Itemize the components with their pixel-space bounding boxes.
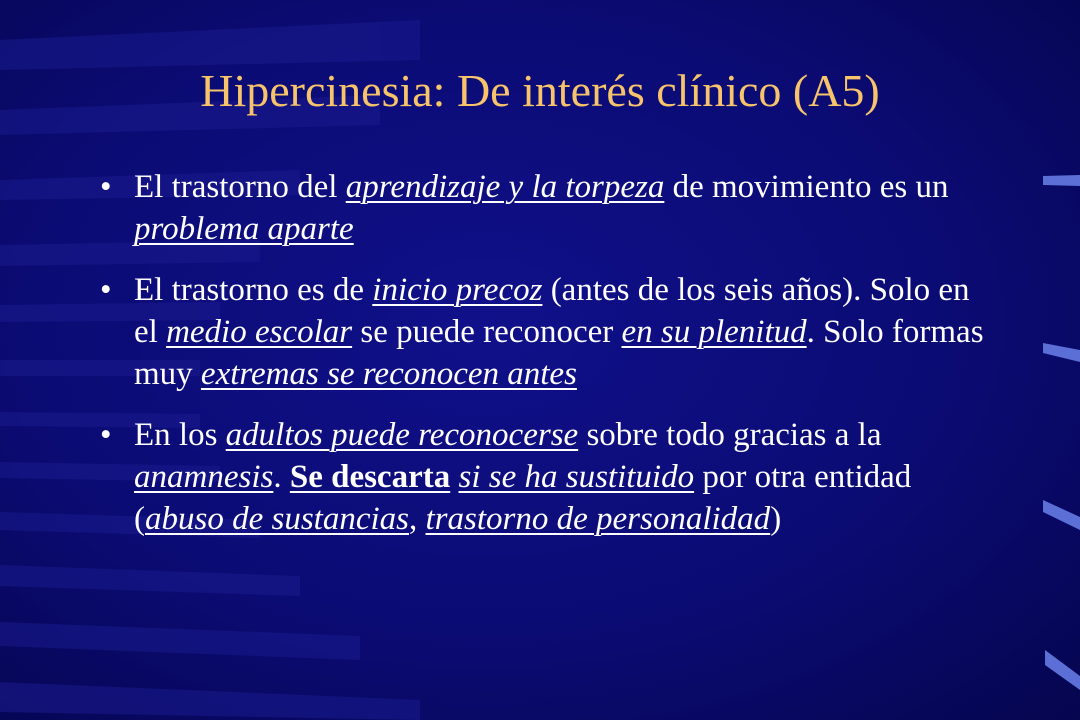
bold-phrase: Se descarta xyxy=(289,459,451,495)
bullet-text: ) xyxy=(770,501,782,537)
underlined-phrase: problema aparte xyxy=(134,211,354,247)
bullet-list xyxy=(94,166,994,559)
bullet-text: sobre todo gracias a la xyxy=(578,417,882,453)
bullet-text: , xyxy=(409,501,426,537)
bullet-item xyxy=(94,166,994,250)
bullet-text: El trastorno es de xyxy=(134,272,373,308)
bullet-text: se puede reconocer xyxy=(352,314,622,350)
underlined-phrase: extremas se reconocen antes xyxy=(200,356,577,392)
underlined-phrase: medio escolar xyxy=(166,314,353,350)
bullet-item xyxy=(94,414,994,540)
underlined-phrase: aprendizaje y la torpeza xyxy=(345,169,665,205)
underlined-phrase: trastorno de personalidad xyxy=(425,501,771,537)
bullet-icon: • xyxy=(100,272,112,308)
underlined-phrase: si se ha sustituido xyxy=(458,459,695,495)
bullet-text: . xyxy=(273,459,290,495)
bullet-text: de movimiento es un xyxy=(664,169,949,205)
bullet-text: . Solo formas muy xyxy=(134,314,984,392)
bullet-text: El trastorno del xyxy=(134,169,346,205)
bullet-icon: • xyxy=(100,417,112,453)
underlined-phrase: en su plenitud xyxy=(621,314,807,350)
bullet-item xyxy=(94,269,994,395)
bullet-text: por otra entidad ( xyxy=(134,459,912,537)
slide-title: Hipercinesia: De interés clínico (A5) xyxy=(200,65,880,116)
underlined-phrase: inicio precoz xyxy=(372,272,543,308)
bullet-text: En los xyxy=(134,417,226,453)
bullet-icon: • xyxy=(100,169,112,205)
underlined-phrase: adultos puede reconocerse xyxy=(225,417,579,453)
underlined-phrase: anamnesis xyxy=(134,459,274,495)
underlined-phrase: abuso de sustancias xyxy=(145,501,409,537)
bullet-text: (antes de los seis años). Solo en el xyxy=(134,272,970,350)
